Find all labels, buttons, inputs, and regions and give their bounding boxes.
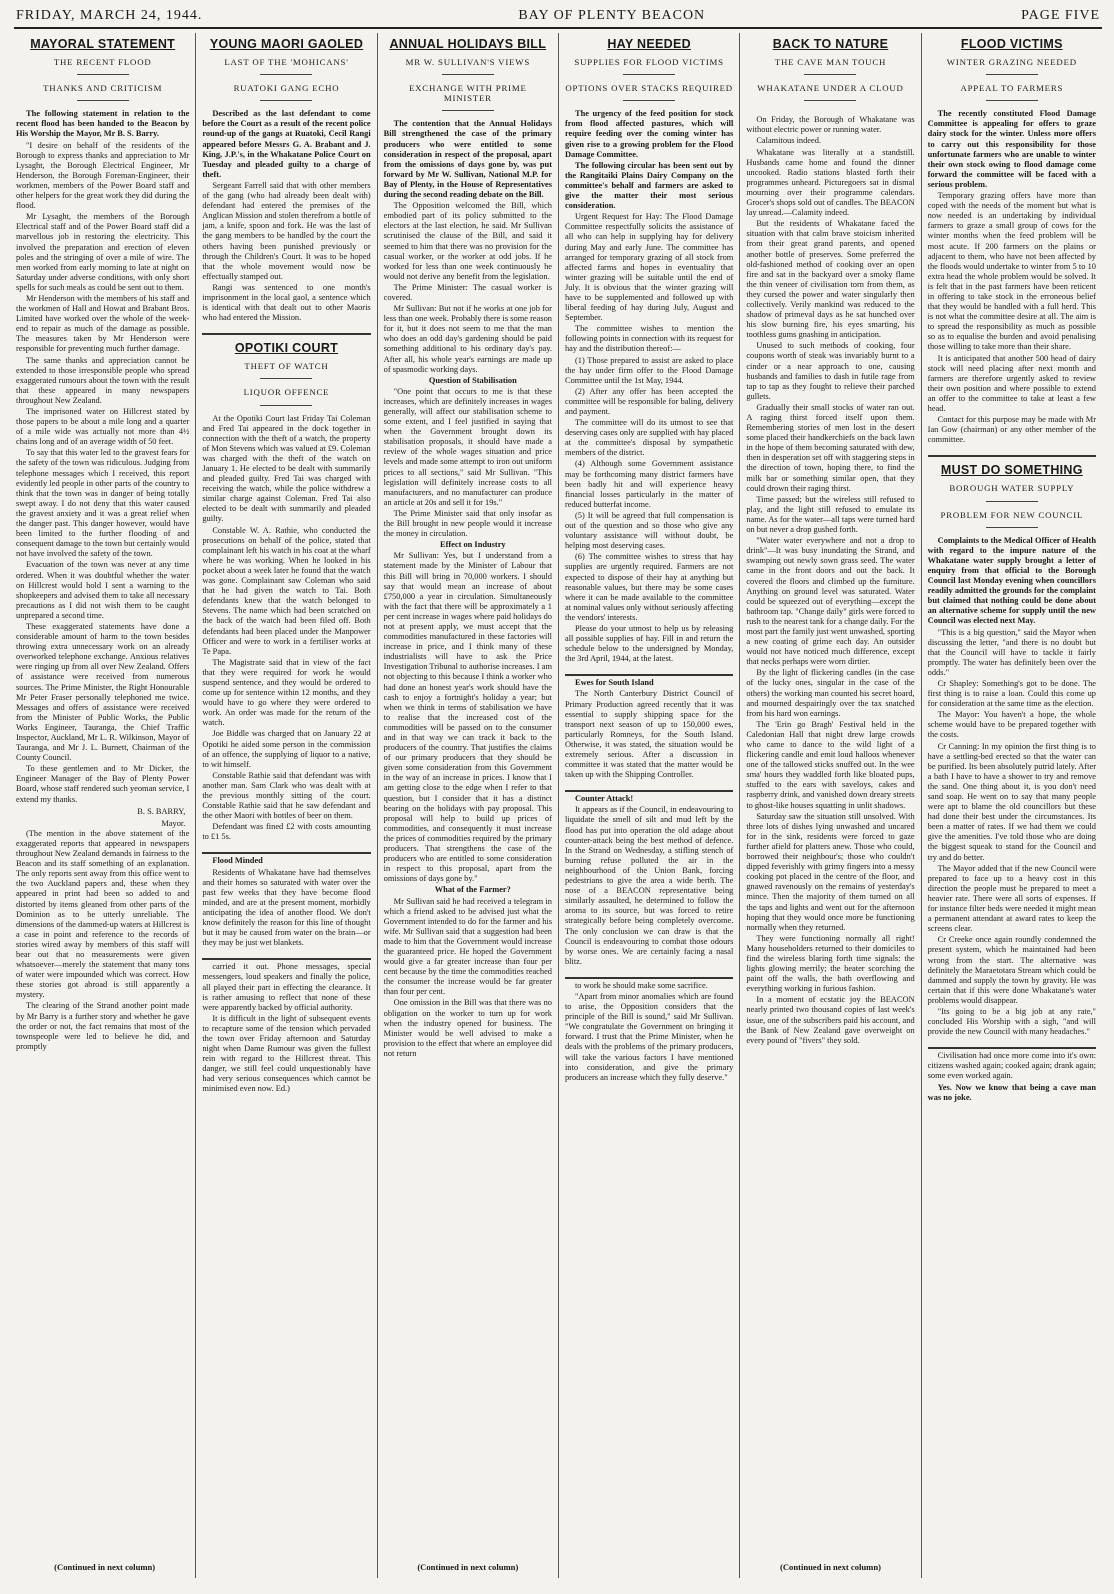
paragraph: Sergeant Farrell said that with other members of the gang (who had already been dealt with) defendant had entered the premises of the Anglican Mission and stolen therefrom a bottle of jam, a knife, spoon and fork. He was the last of the gang members to be handled by the court the others having been punished previously or through the Children's Court. It was to be hoped that the whole movement would now be effectually stamped out. [202, 180, 371, 281]
divider [260, 100, 312, 101]
paragraph: The Prime Minister said that only insofar as the Bill brought in new people would it increase the money in circulation. [383, 508, 552, 539]
paragraph: They were functioning normally all right! Many householders returned to their domiciles to find the wireless blaring forth time signals: the lights glowing merrily; the heater scorching the paint off the walls, the bath overflowing and everything working in furious fashion. [746, 933, 915, 994]
paragraph: By the light of flickering candles (in the case of the lucky ones, singular in the case of the others) the working man counted his secret hoard, and mourned despairingly over the tax snatched from his hard won earnings. [746, 668, 915, 718]
page-number: PAGE FIVE [1021, 8, 1100, 23]
paragraph: Constable Rathie said that defendant was with another man. Sam Clark who was dealt with at the previous monthly sitting of the court. Constable Rathie said that he saw defendant and the other Maori with bottles of beer on them. [202, 770, 371, 821]
paragraph: Constable W. A. Rathie, who conducted the prosecutions on behalf of the police, stated that complainant left his watch in his coat at the wharf where he was working. When he looked in his pocket about a week later he found that the watch was gone. Complainant saw Coleman who said that he had given the watch to Tai. Both defendants knew that the watch belonged to Stevens. The name which had been scratched on the back of the watch had been filed off. Both defendants had been placed under the Manpower Officer and were to work in a fertiliser works at Te Papa. [202, 525, 371, 656]
divider [260, 378, 312, 379]
column-6 [921, 33, 1102, 1578]
column-4 [558, 33, 739, 1578]
continued-note: (Continued in next column) [378, 1562, 558, 1572]
paragraph: The Mayor: You haven't a hope, the whole scheme would have to be prepared together with the costs. [927, 710, 1096, 740]
divider [804, 100, 856, 101]
headline-must-do-something: MUST DO SOMETHING [940, 463, 1083, 478]
section-subhead: Ewes for South Island [574, 678, 654, 688]
paragraph: Civilisation had once more come into it's own: citizens washed again; cooked again; drank again; some even worked again. [927, 1051, 1096, 1081]
signature-title: Mayor. [161, 818, 186, 828]
paragraph: The committee will do its utmost to see that deserving cases only are supplied with hay placed at the committee's disposal by sympathetic members of the district. [564, 418, 734, 458]
paragraph: The Magistrate said that in view of the fact that they were required for work he would suspend sentence, and they would be ordered to come up for sentence within 12 months, and they would have to go where they were ordered to work. An order was made for the return of the watch. [202, 657, 371, 728]
paragraph: Urgent Request for Hay: The Flood Damage Committee respectfully solicits the assistance of all who can help in supplying hay for delivery during May and early June. The committee has arranged for temporary grazing of all stock from affected farms and hopes in eventuality that winter grazing will be suitable until the end of July. It is obvious that the winter grazing will have to be supplemented and followed up with liberal feeding of hay during July, August and September. [564, 212, 734, 323]
paragraph: The Prime Minister: The casual worker is covered. [383, 282, 552, 302]
section-divider [202, 333, 370, 337]
headline-flood-victims: FLOOD VICTIMS [960, 37, 1063, 51]
closing-line: Yes. Now we know that being a cave man was no joke. [927, 1082, 1096, 1102]
subheading: LIQUOR OFFENCE [243, 387, 330, 398]
subheading: LAST OF THE 'MOHICANS' [224, 57, 349, 68]
subheading: WHAKATANE UNDER A CLOUD [757, 83, 904, 94]
subheading: EXCHANGE WITH PRIME MINISTER [408, 83, 527, 104]
divider [623, 100, 675, 101]
paragraph: (4) Although some Government assistance may be forthcoming many district farmers have been badly hit and will experience heavy financial losses particularly in the matter of reduced butterfat income. [564, 459, 734, 509]
paragraph: Residents of Whakatane have had themselves and their homes so saturated with water over the past few weeks that they have become flood minded, and are at the present moment, morbidly anticipating the idea of another flood. We don't know definitely the reason for this line of thought but it may be caused from water on the brain—or they may be just wet blankets. [202, 867, 371, 948]
paragraph: Whakatane was literally at a standstill. Husbands came home and found the dinner uncooked. Radio stations blasted forth their programmes unheard. Picturegoers sat in dismal mourning over their programme calendars. Grocer's shops sold out of candles. The BEACON lay unread.—Calamity indeed. [746, 147, 915, 218]
paragraph: On Friday, the Borough of Whakatane was without electric power or running water. [746, 115, 915, 135]
divider [986, 74, 1038, 75]
column-1 [14, 33, 195, 1578]
masthead [14, 8, 1102, 29]
divider [77, 74, 129, 75]
article-columns [14, 33, 1102, 1578]
article-lead: The following circular has been sent out by the Rangitaiki Plains Dairy Company on the committee's behalf and farmers are asked to give the matter their most serious consideration. [564, 160, 734, 211]
issue-date: FRIDAY, MARCH 24, 1944. [16, 8, 203, 23]
paragraph: The same thanks and appreciation cannot be extended to those irresponsible people who spread exaggerated rumours about the town with the result that these appeared in many newspapers throughout New Zealand. [16, 355, 190, 405]
paragraph: Saturday saw the situation still unsolved. With three lots of dishes lying unwashed and uncared for in the sink, residents were forced to gaze further afield for platters anew. Those who could, borrowed their neighbour's; those who couldn't dipped feverishly with grimy fingers into a messy cooking pot placed in the centre of the floor, and gnawed ravenously on the remains of yesterday's mince. Then the majority of them turned on all the taps and lights and went out for the afternoon hoping that they would once more be functioning normally when they returned. [746, 811, 915, 932]
paragraph: One omission in the Bill was that there was no obligation on the worker to turn up for work when the industry opened for business. The Minister would be well advised to make a provision to the effect that where an employee did not return [383, 998, 552, 1058]
paragraph: The imprisoned water on Hillcrest stated by those papers to be about a mile long and a quarter of a mile wide was actually not more than 4½ chains long and of an average width of 50 feet. [16, 407, 190, 447]
paragraph: Temporary grazing offers have more than coped with the needs of the moment but what is now needed is an undertaking by individual farmers to graze a small group of cows for the winter months when the feed problem will be most acute. If 200 farmers on the plains or adjacent to them, who have not been affected by the floods would undertake to winter from 5 to 10 extra head the whole problem would be solved. It is felt that in the past farmers have been reticent in offering to take stock in the erroneous belief that they would be handled with a full herd. This is not what the committee desire at all. The aim is to spread the responsibility as much as possible so as to equalise the burden and avoid penalising those willing to take more than their share. [927, 191, 1096, 352]
article-lead: The following statement in relation to the recent flood has been handed to the Beacon by His Worship the Mayor, Mr B. S. Barry. [16, 109, 190, 139]
divider [260, 74, 312, 75]
divider [260, 405, 312, 406]
subheading: APPEAL TO FARMERS [960, 83, 1064, 94]
paragraph: But the residents of Whakatane faced the situation with that calm brave stoicism inherited from their great grand parents, and opened another bottle of preserves. Some preferred the old-fashioned method of cooking over an open fire and sat in the backyard over a smoky flame the thin veneer of civilisation torn from them, as they cursed the power and water singularly then collectively. Verily mankind was reduced to the shadow of primeval days as he sat hunched over his slow burning fire, his eyes smarting, his toothless gums gnashing in anticipation. [746, 219, 915, 340]
article-lead: The recently constituted Flood Damage Committee is appealing for offers to graze dairy stock for the winter. Unless more offers to carry out this responsibility for those unfortunate farmers who are unable to winter their own stock owing to flood damage come forward the committee will be faced with a serious problem. [927, 109, 1096, 189]
paragraph: At the Opotiki Court last Friday Tai Coleman and Fred Tai appeared in the dock together in connection with the theft of a watch, the property of Mon Stevens which was valued at £9. Coleman was charged with the theft of the watch on January 1. He elected to be dealt with summarily and pleaded guilty. Fred Tai was charged with receiving the watch, while the police withdrew a similar charge against Coleman. Fred Tai also elected to be dealt with summarily and pleaded guilty. [202, 413, 371, 524]
headline-opotiki-court: OPOTIKI COURT [234, 341, 339, 356]
headline-young-maori-gaoled: YOUNG MAORI GAOLED [209, 37, 364, 51]
subheading: SUPPLIES FOR FLOOD VICTIMS [574, 57, 724, 68]
headline-annual-holidays-bill: ANNUAL HOLIDAYS BILL [389, 37, 547, 51]
continued-note: (Continued in next column) [14, 1562, 195, 1572]
paragraph: Mr Henderson with the members of his staff and the workmen of Hall and Howat and Brabant Bros. Limited have worked over the whole of the week-end to repair as much of the damage as possible. The measures taken by Mr Henderson were responsible for preventing much further damage. [16, 293, 190, 354]
newspaper-name: BAY OF PLENTY BEACON [518, 8, 706, 23]
subheading: WINTER GRAZING NEEDED [946, 57, 1077, 68]
paragraph: "Water water everywhere and not a drop to drink"—It was busy inundating the Strand, and swamping out newly sown grass seed. The water came in the front doors and out the back. It covered the floors and climbed up the furniture. Anything on ground level was saturated. Water could be squeezed out of everything—except the bathroom tap. "Change daily" girls were forced to rush to the nearest tank for a change daily. For the most part the family just went unwashed, sporting a new coating of grime each day. An outsider would not have noticed much difference, except that necks perhaps were worn dirtier. [746, 536, 915, 667]
paragraph: Calamitous indeed. [756, 136, 821, 146]
paragraph: The clearing of the Strand another point made by Mr Barry is a further story and whether he gave the order or not, the fact remains that most of the townspeople were led to believe he did, and promptly [16, 1001, 190, 1051]
column-2 [195, 33, 376, 1578]
divider [442, 74, 494, 75]
paragraph: Cr Canning: In my opinion the first thing is to have a settling-bed erected so that the water can be purified. Its been absolutely putrid lately. After a bath I have to have a shower to try and remove the sand. One thing about it, is you don't need sand soap. He went on to say that many people were apt to blame the old councillors but these had done their best under the circumstances. Its been a matter of rates. If we had them we could give the amenities. I've told those who are doing the biggest squeak to stand for the Council and try and do better. [927, 741, 1096, 862]
paragraph: These exaggerated statements have done a considerable amount of harm to the town besides throwing extra unnecessary work on an already overworked telephone exchange. Anxious relatives were ringing up from all over New Zealand. Offers of assistance were received from numerous sources. The Prime Minister, the Right Honourable Mr Peter Fraser personally telephoned me twice. Messages and offers of assistance were received from the Minister of Public Works, the Public Works Engineer, Tauranga, the Chief Traffic Inspector, Auckland, Mr L. R. Wilkinson, Mayor of Tauranga, and Mr J. L. Burnett, Chairman of the County Council. [16, 621, 190, 763]
paragraph: (The mention in the above statement of the exaggerated reports that appeared in newspapers throughout New Zealand demands in fairness to the Beacon and its staff something of an explanation. The only reports sent away from this office went to the two Auckland papers and, these when they appeared in print had been so added to and distorted by items gleaned from other parts of the Dominion as to be utterly unreliable. The dimensions of the dammed-up waters at Hillcrest is a case in point and reference to the records of stories wired away by members of this staff will bear out that no measurements were given whatsoever—merely the statement that many tons of water were impounded which was correct. How these stories got abroad is still apparently a mystery. [16, 828, 190, 1000]
headline-mayoral-statement: MAYORAL STATEMENT [30, 37, 176, 51]
divider [77, 100, 129, 101]
divider [986, 527, 1038, 528]
paragraph: Defendant was fined £2 with costs amounting to £1 5s. [202, 822, 371, 842]
paragraph: (5) It will be agreed that full compensation is out of the question and so those who give any voluntary assistance will without doubt, be helping most deserving cases. [564, 510, 734, 551]
article-lead: The contention that the Annual Holidays Bill strengthened the case of the primary producers who were entitled to some consideration in respect of the proposal, apart from the omissions of days gone by, was put forward by Mr W. Sullivan, National M.P. for Bay of Plenty, in the House of Representatives during the second reading debate on the Bill. [383, 119, 552, 200]
paragraph: To these gentlemen and to Mr Dicker, the Engineer Manager of the Bay of Plenty Power Board, whose staff rendered such yeoman service, I extend my thanks. [16, 764, 190, 804]
divider [986, 501, 1038, 502]
paragraph: Time passed; but the wireless still refused to play, and the light still refused to emulate its name. As for the water—all taps were turned hard on but never a drop gushed forth. [746, 494, 915, 535]
paragraph: The Opposition welcomed the Bill, which embodied part of its policy submitted to the electors at the last election, he said. Mr Sullivan scrutinised the clause of the Bill, and said it seemed to him that there was no provision for the casual worker, or the worker at odd jobs. If he worked for less than one week continuously he would not derive any benefit from the legislation. [383, 201, 552, 281]
section-subhead: Flood Minded [212, 856, 263, 866]
headline-back-to-nature: BACK TO NATURE [772, 37, 889, 51]
paragraph: "Its going to be a big job at any rate," concluded His Worship with a sigh, "and will provide the new Council with many headaches." [927, 1006, 1096, 1037]
paragraph: The North Canterbury District Council of Primary Production agreed recently that it was essential to supply shipping space for the transport next season of up to 150,000 ewes, particularly Romneys, for the South Island. Otherwise, it was stated, the situation would be extremely serious. After a discussion in committee it was stated that the matter would be taken up with the Shipping Controller. [564, 689, 734, 780]
subheading: THANKS AND CRITICISM [43, 83, 163, 94]
paragraph: In a moment of ecstatic joy the BEACON nearly printed two thousand copies of last week's issue, one of the subscribers paid his account, and the Bank of New Zealand gave overweight on every pound of "fivers" they sold. [746, 995, 915, 1045]
paragraph: Joe Biddle was charged that on January 22 at Opotiki he aided some person in the commission of an offence, the supplying of liquor to a native, to wit himself. [202, 729, 371, 769]
paragraph: "This is a big question," said the Mayor when discussing the letter, "and there is no doubt but that the Council will have to tackle it fairly promptly. The water has definitely been over the odds." [927, 627, 1096, 677]
paragraph: Mr Sullivan said he had received a telegram in which a friend asked to be advised just what the Government intended to do for the farmer and his wife. Mr Sullivan said that a suggestion had been made to him that the Government would increase the guaranteed price. He hoped the Government would give a far greater increase than four per cent because by the time the commodities reached the consumer the increase would be far greater than four per cent. [383, 896, 552, 997]
paragraph: It is difficult in the light of subsequent events to recapture some of the tension which pervaded the town over Friday afternoon and Saturday night when Dame Rumour was given the fullest rein with regard to the Hillcrest threat. This danger, we still feel could unquestionably have had very serious consequences which cannot be minimised even now. Ed.) [202, 1013, 371, 1094]
divider [986, 100, 1038, 101]
paragraph: It appears as if the Council, in endeavouring to liquidate the smell of silt and mud left by the flood has put into operation the old adage about counter-attack being the best method of defence. In the Strand on Wednesday, a stifling stench of burning refuse polluted the air in the neighbourhood of the Union Bank, forcing pedestrians to give the area a wide berth. The nose of a BEACON representative being similarly assaulted, he determined to follow the aroma to its source, but was forced to retire strategically before being completely overcome. The only conclusion we can draw is that the Council is endeavouring to combat those odours by worse ones. We are certainly facing a nasal blitz. [564, 805, 734, 966]
article-lead: Described as the last defendant to come before the Court as a result of the recent police round-up of the gangs at Ruatoki, Cecil Rangi appeared before Messrs G. A. Brabant and J. King, J.P.'s, in the Whakatane Police Court on Tuesday and pleaded guilty to a charge of theft. [202, 109, 371, 179]
paragraph: Gradually their small stocks of water ran out. A raging thirst forced itself upon them. Remembering stories of men lost in the desert some placed their handkerchiefs on the back lawn in the hope of them becoming saturated with dew, then in desperation set off with staggering steps in the direction of town, hoping there, to find the milk bar or something similar open, that they could drown their raging thirst. [746, 402, 915, 493]
subheading: RUATOKI GANG ECHO [233, 83, 340, 94]
section-divider [928, 455, 1096, 459]
signature-name: B. S. BARRY, [137, 806, 186, 816]
paragraph: Cr Creeke once again roundly condemned the present system, which he maintained had been wrong from the start. The alternative was definitely the Maraetotara Stream which could be dammed and supply the town by gravity. He was certain that if this were done Whakatane's water problems would disappear. [927, 935, 1096, 1005]
paragraph: The Mayor added that if the new Council were prepared to face up to a heavy cost in this direction the people must be prepared to meet a heavier rate. There were all sorts of expenses. If for instance filter beds were needed it might mean a permanent attendant at award rates to keep the screens clear. [927, 863, 1096, 934]
paragraph: (6) The committee wishes to stress that hay supplies are urgently required. Farmers are not expected to dispose of their hay at anything but reasonable values, but there may be some cases where it can be made available to the committee at nominal values only without seriously affecting the vendors' interests. [564, 552, 734, 622]
paragraph: (1) Those prepared to assist are asked to place the hay under firm offer to the Flood Damage Committee until the 1st May, 1944. [564, 355, 734, 385]
paragraph: Mr Lysaght, the members of the Borough Electrical staff and of the Power Board staff did a marvellous job in restoring the electricity. This involved the preparation and erection of eleven poles and the stringing of over a mile of wire. The men worked from early morning to late at night on Saturday under adverse conditions, with only short spells for such meals as could be sent out to them. [16, 212, 190, 292]
section-subhead: Question of Stabilisation [428, 375, 517, 385]
paragraph: to work he should make some sacrifice. [574, 980, 708, 990]
divider [623, 74, 675, 75]
paragraph: Rangi was sentenced to one month's imprisonment in the local gaol, a sentence which is identical with that dealt out to other Maoris who had entered the Mission. [202, 282, 371, 323]
paragraph: Contact for this purpose may be made with Mr Ian Gow (chairman) or any other member of the committee. [927, 415, 1096, 445]
article-lead: The urgency of the feed position for stock from flood affected pastures, which will require feeding over the coming winter has given rise to a growing problem for the Flood Damage Committee. [564, 109, 734, 159]
divider [442, 110, 494, 111]
paragraph: The 'Erin go Bragh' Festival held in the Caledonian Hall that night drew large crowds who came to dance to the wild light of a flickering candle and emit loud halloos whenever one of the tallowed sticks snuffed out. In the wee sma' hours they waddled forth like bloated pups, stuffed to the ears with saveloys, cakes and raspberry drink, and vanished down dreary streets to ghost-like houses squatting in unlit shadows. [746, 719, 915, 810]
paragraph: "Apart from minor anomalies which are found to arise, the Opposition considers that the principle of the Bill is sound," said Mr Sullivan. "We congratulate the Government on bringing it forward. I trust that the Prime Minister, when he deals with the problems of the primary producers, will take the various factors I have mentioned into consideration, and give the primary producers an increase which they fully deserve." [564, 991, 734, 1082]
paragraph: "I desire on behalf of the residents of the Borough to express thanks and appreciation to Mr Lysaght, the Borough Electrical Engineer, Mr Henderson, the Borough Foreman-Engineer, their workmen, members of the Power Board staff and other helpers for the great work they did during the flood. [16, 140, 190, 211]
paragraph: Unused to such methods of cooking, four coupons worth of steak was invariably burnt to a cinder or a near approach to one, causing husbands and families to dash in futile rage from tap to tap as they fought to relieve their parched gullets. [746, 341, 915, 401]
paragraph: carried it out. Phone messages, special messengers, loud speakers and finally the police, all played their part in effecting the clearance. It is rather amusing to reflect that none of these were apparently backed by official authority. [202, 962, 371, 1012]
paragraph: Please do your utmost to help us by releasing all possible supplies of hay. Fill in and return the schedule below to the undersigned by Monday, the 3rd April, 1944, at the latest. [564, 623, 734, 664]
paragraph: "One point that occurs to me is that these increases, which are definitely increases in wages generally, will affect our stabilisation scheme to some extent, and I feel justified in saying that when the Government brought down its stabilisation proposals, it should have made a review of the whole wages situation and price levels and made some attempt to iron out uniform prices to all sections," said Mr Sullivan. "This legislation will definitely increase costs to all manufacturers, and no manufacturer can produce an article at 20s and sell it for 19s." [383, 386, 552, 507]
divider [804, 74, 856, 75]
subheading: BOROUGH WATER SUPPLY [949, 483, 1075, 494]
paragraph: To say that this water led to the gravest fears for the safety of the town was ridiculous. Judging from telephone messages which I received, this report evidently led people in other parts of the country to think that the town was in danger of being totally swept away. I do not deny that this water caused the gravest anxiety and it was a great relief when the danger past. This danger however, would have been limited to the further flooding of and consequent damage to the town but certainly would not have involved the safety of the town. [16, 448, 190, 559]
paragraph: Cr Shapley: Something's got to be done. The first thing is to raise a loan. Could this come up for consideration at the same time as the election. [927, 678, 1096, 709]
headline-hay-needed: HAY NEEDED [607, 37, 691, 51]
subheading: OPTIONS OVER STACKS REQUIRED [565, 83, 733, 94]
paragraph: Evacuation of the town was never at any time ordered. When it was doubtful whether the water on Hillcrest would hold I sent a warning to the shopkeepers and advised them to take all necessary precautions as I did not wish them to be caught unprepared a second time. [16, 560, 190, 620]
section-subhead: Effect on Industry [440, 540, 506, 550]
paragraph: It is anticipated that another 500 head of dairy stock will need placing after next month and farmers are therefore urgently asked to review their own position and where possible to extend an offer to the committee to take at least a few head. [927, 353, 1096, 413]
paragraph: Mr Sullivan: Yes, but I understand from a statement made by the Minister of Labour that this Bill will bring in 70,000 workers. I should say that would mean an increase of about £750,000 a year in circulation. Simultaneously with the fact that there will be approximately a 1 per cent increase in wages where paid holidays do not at present apply, we must accept that the commodities manufactured in these factories will increase in price, and I think many of these industrialists will have to ask the Price Investigation Tribunal to authorise increases. I am not objecting to this because I think a worker who had done an honest year's work should have the cash to enjoy a fortnight's holiday a year; but when we think in terms of stabilisation we have to realise that the increased cost of the commodities will be passed on to the consumer and in that way we can track it back to the producers of the country. That justifies the claims of our primary producers that they should be given some consideration from this Government in the way of an increase in prices. I know that I am getting close to the edge when I refer to that question, but I consider that it has a distinct bearing on the holidays with pay proposal. This proposal will help to build up prices of commodities, and consequently it must increase the prices of commodities required by the primary producers. That strengthens the case of the producers who are entitled to some consideration in respect to this proposal, apart from the omissions of days gone by." [383, 551, 552, 884]
paragraph: The committee wishes to mention the following points in connection with its request for hay and the distribution thereof:— [564, 324, 734, 354]
article-lead: Complaints to the Medical Officer of Health with regard to the impure nature of the Whakatane water supply brought a letter of enquiry from that official to the Borough Council last Monday evening when councillors readily admitted the grounds for the complaint but claimed that nothing could be done about an alternative scheme for supply until the new Council was elected next May. [927, 535, 1096, 626]
subheading: THE CAVE MAN TOUCH [774, 57, 887, 68]
paragraph: Mr Sullivan: But not if he works at one job for less than one week. Probably there is some reason for it, but it does not seem to me that the man who does an odd day's gardening should be paid something additional to his ordinary day's pay. After all, his whole year's earnings are made up of spasmodic working days. [383, 304, 552, 374]
section-subhead: What of the Farmer? [434, 885, 511, 895]
column-3 [377, 33, 558, 1578]
subheading: THEFT OF WATCH [244, 361, 329, 372]
subheading: THE RECENT FLOOD [53, 57, 152, 68]
paragraph: (2) After any offer has been accepted the committee will be responsible for baling, delivery and payment. [564, 386, 734, 416]
continued-note: (Continued in next column) [740, 1562, 920, 1572]
section-subhead: Counter Attack! [574, 794, 634, 804]
subheading: MR W. SULLIVAN'S VIEWS [405, 57, 531, 68]
column-5 [739, 33, 920, 1578]
subheading: PROBLEM FOR NEW COUNCIL [940, 509, 1084, 520]
